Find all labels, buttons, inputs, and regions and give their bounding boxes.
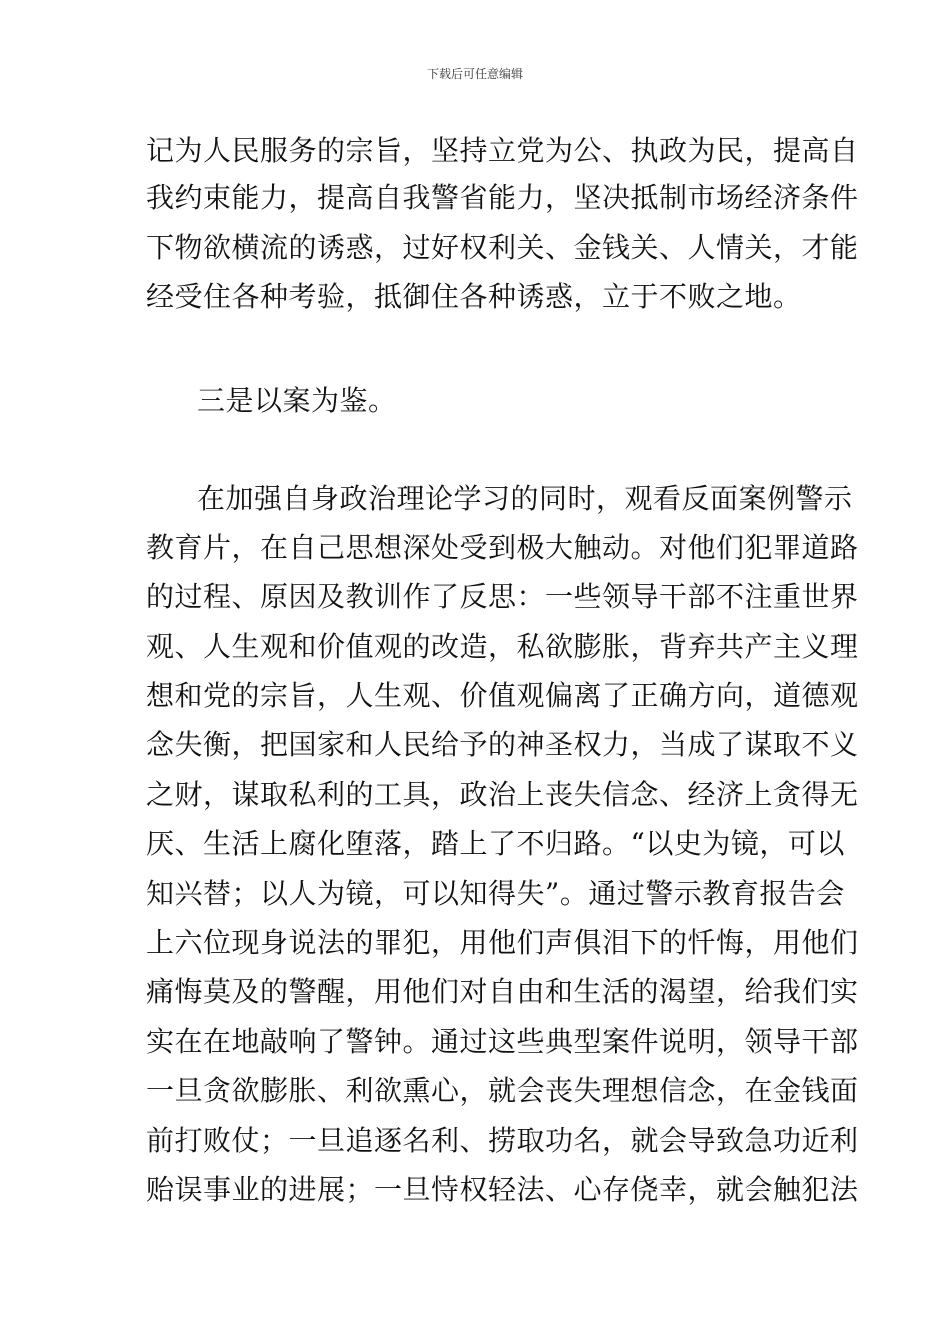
text-line: 知兴替；以人为镜，可以知得失”。通过警示教育报告会 (146, 877, 845, 910)
page-header: 下载后可任意编辑 (426, 67, 523, 81)
section-heading: 三是以案为鉴。 (197, 384, 397, 417)
text-line: 痛悔莫及的警醒，用他们对自由和生活的渴望，给我们实 (146, 975, 859, 1008)
text-line: 记为人民服务的宗旨，坚持立党为公、执政为民，提高自 (146, 134, 859, 167)
text-line: 一旦贪欲膨胀、利欲熏心，就会丧失理想信念，在金钱面 (146, 1074, 859, 1107)
text-line: 念失衡，把国家和人民给予的神圣权力，当成了谋取不义 (146, 728, 859, 761)
text-line: 的过程、原因及教训作了反思：一些领导干部不注重世界 (146, 580, 859, 613)
text-line: 在加强自身政治理论学习的同时，观看反面案例警示 (197, 482, 853, 515)
text-line: 我约束能力，提高自我警省能力，坚决抵制市场经济条件 (146, 181, 859, 214)
text-line: 观、人生观和价值观的改造，私欲膨胀，背弃共产主义理 (146, 630, 859, 663)
text-line: 想和党的宗旨，人生观、价值观偏离了正确方向，道德观 (146, 679, 859, 712)
text-line: 贻误事业的进展；一旦恃权轻法、心存侥幸，就会触犯法 (146, 1173, 859, 1206)
text-line: 之财，谋取私利的工具，政治上丧失信念、经济上贪得无 (146, 778, 859, 811)
text-line: 前打败仗；一旦追逐名利、捞取功名，就会导致急功近利 (146, 1124, 859, 1157)
text-line: 上六位现身说法的罪犯，用他们声俱泪下的忏悔，用他们 (146, 926, 859, 959)
text-line: 经受住各种考验，抵御住各种诱惑，立于不败之地。 (146, 280, 802, 313)
text-line: 教育片，在自己思想深处受到极大触动。对他们犯罪道路 (146, 531, 859, 564)
text-line: 下物欲横流的诱惑，过好权利关、金钱关、人情关，才能 (146, 231, 859, 264)
text-line: 厌、生活上腐化堕落，踏上了不归路。“以史为镜，可以 (146, 827, 845, 860)
text-line: 实在在地敲响了警钟。通过这些典型案件说明，领导干部 (146, 1025, 859, 1058)
